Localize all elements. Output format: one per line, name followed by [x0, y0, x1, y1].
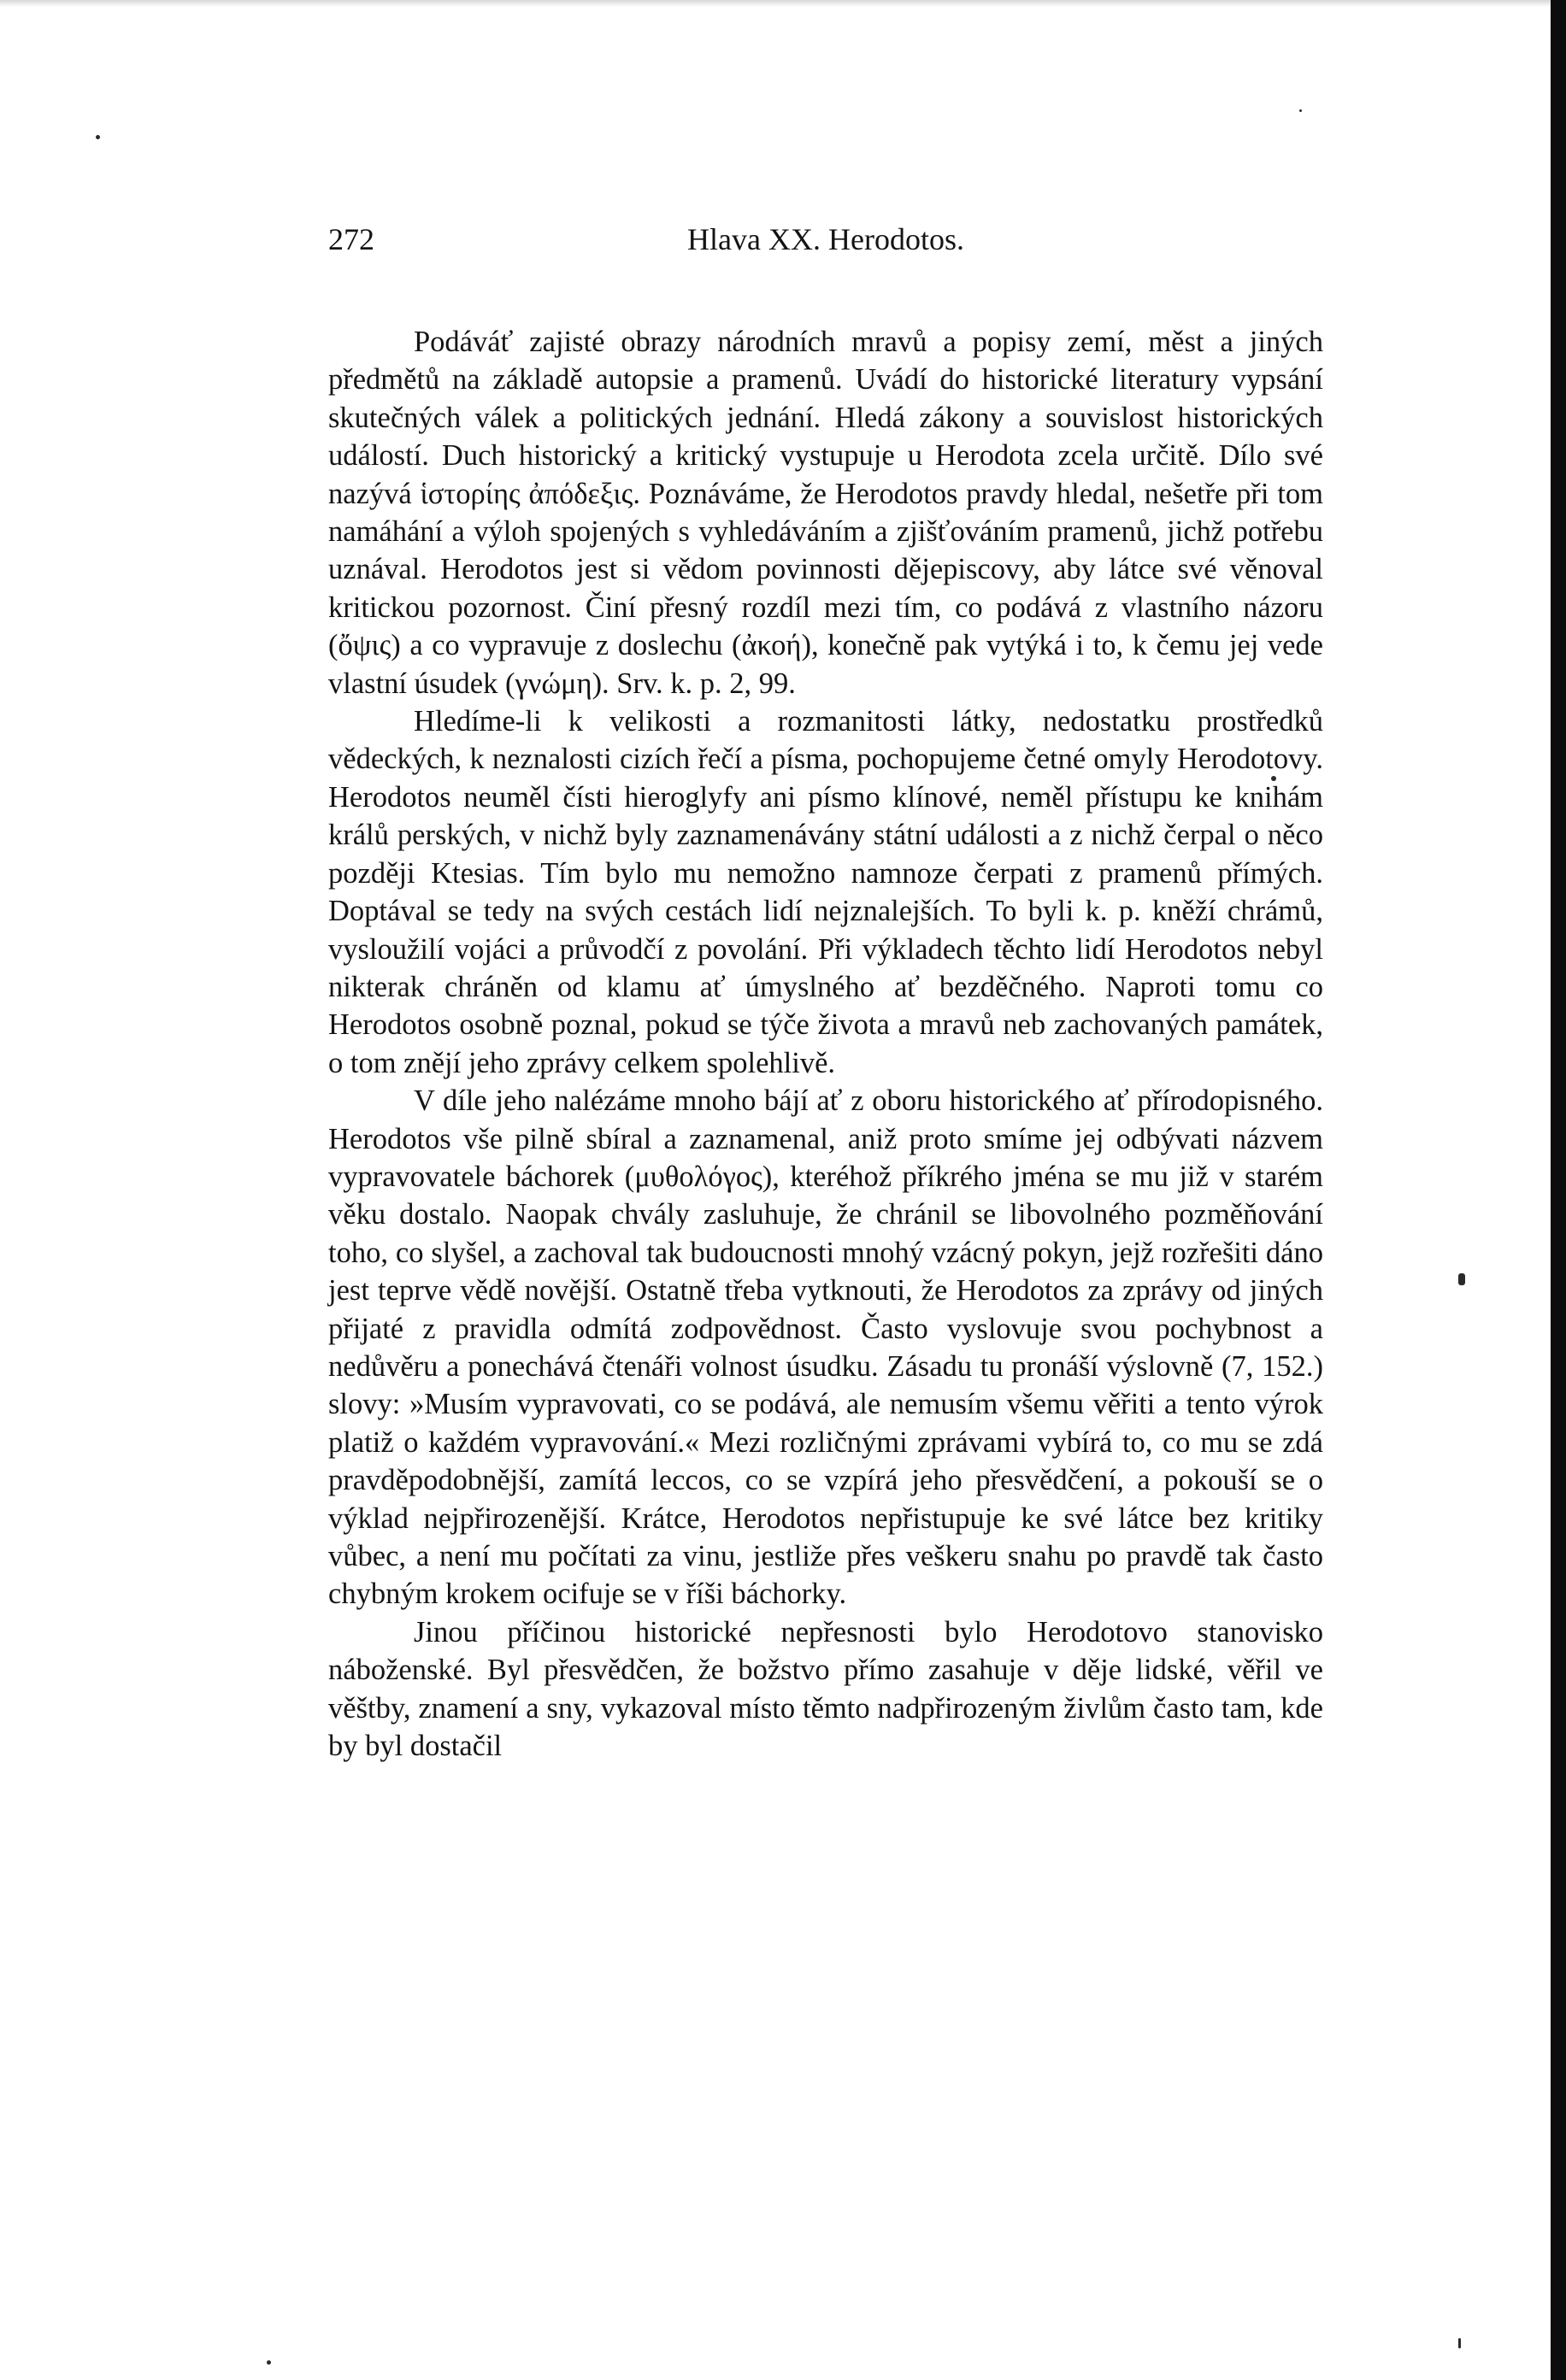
- book-page: [328, 214, 1323, 1765]
- scan-top-shadow: [0, 0, 1566, 7]
- paragraph-2: Hledíme-li k velikosti a rozmanitosti látky, nedostatku prostředků vědeckých, k neznalosti cizích řečí a písma, pochopujeme četné omyly Herodotovy. Herodotos neuměl čísti hieroglyfy ani písmo klínové, neměl přístupu ke knihám králů perských, v nichž byly zaznamenávány státní události a z nichž čerpal o něco později Ktesias. Tím bylo mu nemožno namnoze čerpati z pramenů přímých. Doptával se tedy na svých cestách lidí nejznalejších. To byli k. p. kněží chrámů, vysloužilí vojáci a průvodčí z povolání. Při výkladech těchto lidí Herodotos nebyl nikterak chráněn od klamu ať úmyslného ať bezděčného. Naproti tomu co Herodotos osobně poznal, pokud se týče života a mravů neb zachovaných památek, o tom znějí jeho zprávy celkem spolehlivě.: [328, 705, 1323, 1079]
- speck: [1299, 109, 1302, 112]
- page-number: 272: [328, 222, 374, 256]
- body-text: [328, 323, 1323, 1765]
- speck: [1458, 1273, 1465, 1285]
- chapter-heading: Hlava XX. Herodotos.: [687, 222, 964, 256]
- paragraph-1: Podáváť zajisté obrazy národních mravů a popisy zemí, měst a jiných předmětů na základě autopsie a pramenů. Uvádí do historické literatury vypsání skutečných válek a politických jednání. Hledá zákony a souvislost historických událostí. Duch historický a kritický vystupuje u Herodota zcela určitě. Dílo své nazývá ἱστορίης ἀπόδεξις. Poznáváme, že Herodotos pravdy hledal, nešetře při tom namáhání a výloh spojených s vyhledáváním a zjišťováním pramenů, jichž potřebu uznával. Herodotos jest si vědom povinnosti dějepiscovy, aby látce své věnoval kritickou pozornost. Činí přesný rozdíl mezi tím, co podává z vlastního názoru (ὄψις) a co vypravuje z doslechu (ἀκοή), konečně pak vytýká i to, k čemu jej vede vlastní úsudek (γνώμη). Srv. k. p. 2, 99.: [328, 326, 1323, 700]
- scan-right-border: [1551, 0, 1566, 2380]
- paragraph-3: V díle jeho nalézáme mnoho bájí ať z oboru historického ať přírodopisného. Herodotos vše pilně sbíral a zaznamenal, aniž proto smíme jej odbývati názvem vypravovatele báchorek (μυθολόγος), kteréhož příkrého jména se mu již v starém věku dostalo. Naopak chvály zasluhuje, že chránil se libovolného pozměňování toho, co slyšel, a zachoval tak budoucnosti mnohý vzácný pokyn, jejž rozřešiti dáno jest teprve vědě novější. Ostatně třeba vytknouti, že Herodotos za zprávy od jiných přijaté z pravidla odmítá zodpovědnost. Často vyslovuje svou pochybnost a nedůvěru a ponechává čtenáři volnost úsudku. Zásadu tu pronáší výslovně (7, 152.) slovy: »Musím vypravovati, co se podává, ale nemusím všemu věřiti a tento výrok platiž o každém vypravování.« Mezi rozličnými zprávami vybírá to, co mu se zdá pravděpodobnější, zamítá leccos, co se vzpírá jeho přesvědčení, a pokouší se o výklad nejpřirozenější. Krátce, Herodotos nepřistupuje ke své látce bez kritiky vůbec, a není mu počítati za vinu, jestliže přes veškeru snahu po pravdě tak často chybným krokem ocifuje se v říši báchorky.: [328, 1084, 1323, 1611]
- running-head: [328, 214, 1323, 265]
- paragraph-4: Jinou příčinou historické nepřesnosti bylo Herodotovo stanovisko náboženské. Byl přesvědčen, že božstvo přímo zasahuje v děje lidské, věřil ve věštby, znamení a sny, vykazoval místo těmto nadpřirozeným živlům často tam, kde by byl dostačil: [328, 1615, 1323, 1763]
- speck: [267, 2360, 271, 2365]
- speck: [1458, 2338, 1461, 2348]
- speck: [96, 135, 100, 139]
